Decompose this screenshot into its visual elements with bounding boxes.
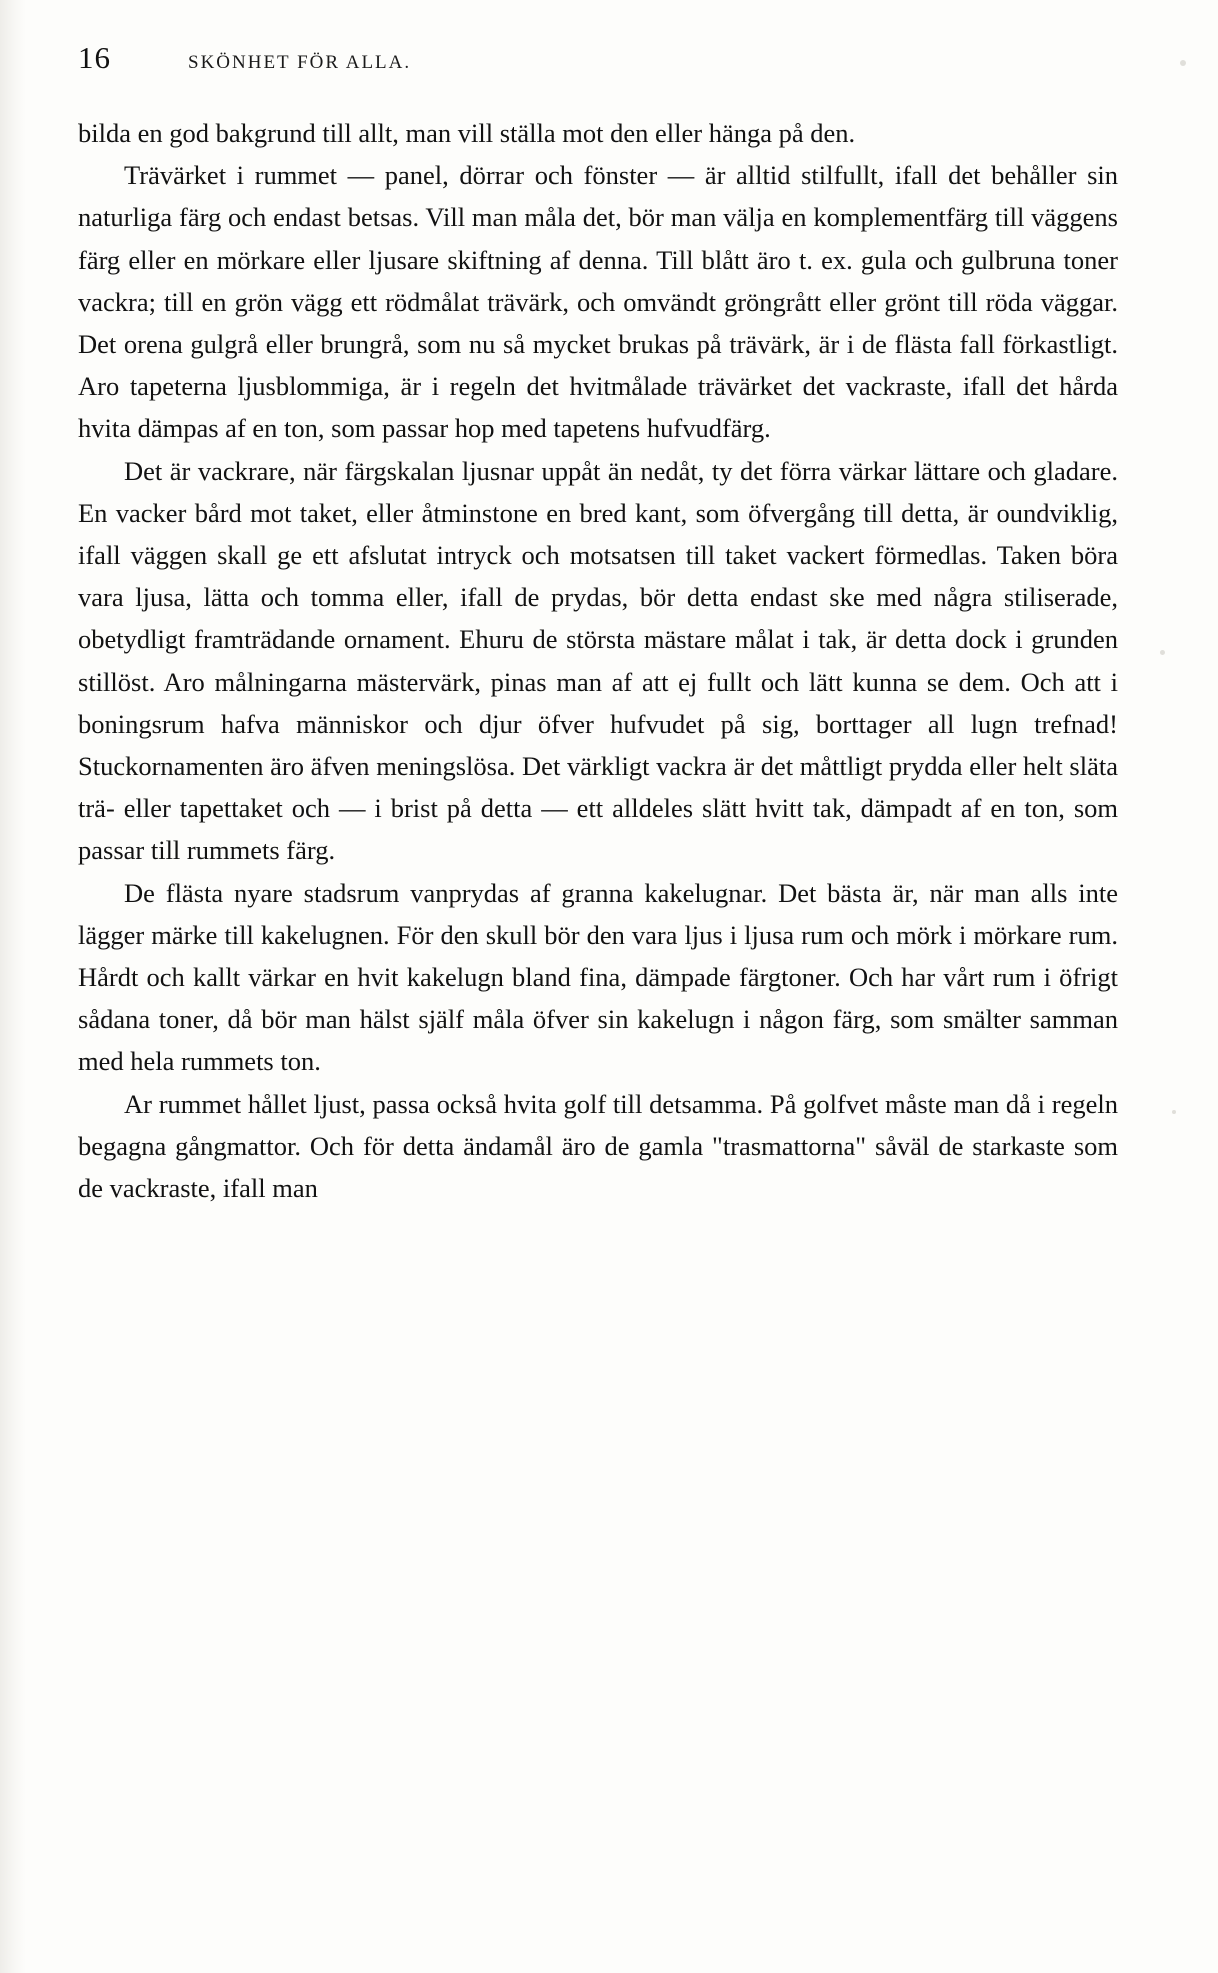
scan-speck: [1172, 1110, 1176, 1114]
paragraph: Det är vackrare, när färgskalan ljusnar uppåt än nedåt, ty det förra värkar lättare och gladare. En vacker bård mot taket, eller åtminstone en bred kant, som öfvergång till detta, är oundviklig, ifall väggen skall ge ett afslutat intryck och motsatsen till taket vackert förmedlas. Taken böra vara ljusa, lätta och tomma eller, ifall de prydas, bör detta endast ske med några stiliserade, obetydligt framträdande ornament. Ehuru de största mästare målat i tak, är detta dock i grunden stillöst. Aro målningarna mästervärk, pinas man af att ej fullt och lätt kunna se dem. Och att i boningsrum hafva människor och djur öfver hufvudet på sig, borttager all lugn trefnad! Stuckornamenten äro äfven meningslösa. Det värkligt vackra är det måttligt prydda eller helt släta trä- eller tapettaket och — i brist på detta — ett alldeles slätt hvitt tak, dämpadt af en ton, som passar till rummets färg.: [78, 455, 1118, 866]
page-header: [78, 40, 1133, 80]
scan-speck: [1160, 650, 1165, 655]
page-content: [78, 40, 1133, 1209]
page-number: 16: [78, 40, 111, 75]
running-head: SKÖNHET FÖR ALLA.: [188, 52, 412, 73]
paragraph: De flästa nyare stadsrum vanprydas af granna kakelugnar. Det bästa är, när man alls inte lägger märke till kakelugnen. För den skull bör den vara ljus i ljusa rum och mörk i mörkare rum. Hårdt och kallt värkar en hvit kakelugn bland fina, dämpade färgtoner. Och har vårt rum i öfrigt sådana toner, då bör man hälst själf måla öfver sin kakelugn i någon färg, som smälter samman med hela rummets ton.: [78, 877, 1118, 1077]
body-text: [78, 112, 1118, 1209]
paragraph: Ar rummet hållet ljust, passa också hvita golf till detsamma. På golfvet måste man då i regeln begagna gångmattor. Och för detta ändamål äro de gamla "trasmattorna" såväl de starkaste som de vackraste, ifall man: [78, 1088, 1118, 1204]
paragraph: bilda en god bakgrund till allt, man vill ställa mot den eller hänga på den.: [78, 118, 856, 148]
paragraph: Trävärket i rummet — panel, dörrar och fönster — är alltid stilfullt, ifall det behåller sin naturliga färg och endast betsas. Vill man måla det, bör man välja en komplementfärg till väggens färg eller en mörkare eller ljusare skiftning af denna. Till blått äro t. ex. gula och gulbruna toner vackra; till en grön vägg ett rödmålat trävärk, och omvändt gröngrått eller grönt till röda väggar. Det orena gulgrå eller brungrå, som nu så mycket brukas på trävärk, är i de flästa fall förkastligt. Aro tapeterna ljusblommiga, är i regeln det hvitmålade trävärket det vackraste, ifall det hårda hvita dämpas af en ton, som passar hop med tapetens hufvudfärg.: [78, 160, 1118, 444]
scan-speck: [1180, 60, 1186, 66]
scan-edge-shading: [0, 0, 26, 1973]
